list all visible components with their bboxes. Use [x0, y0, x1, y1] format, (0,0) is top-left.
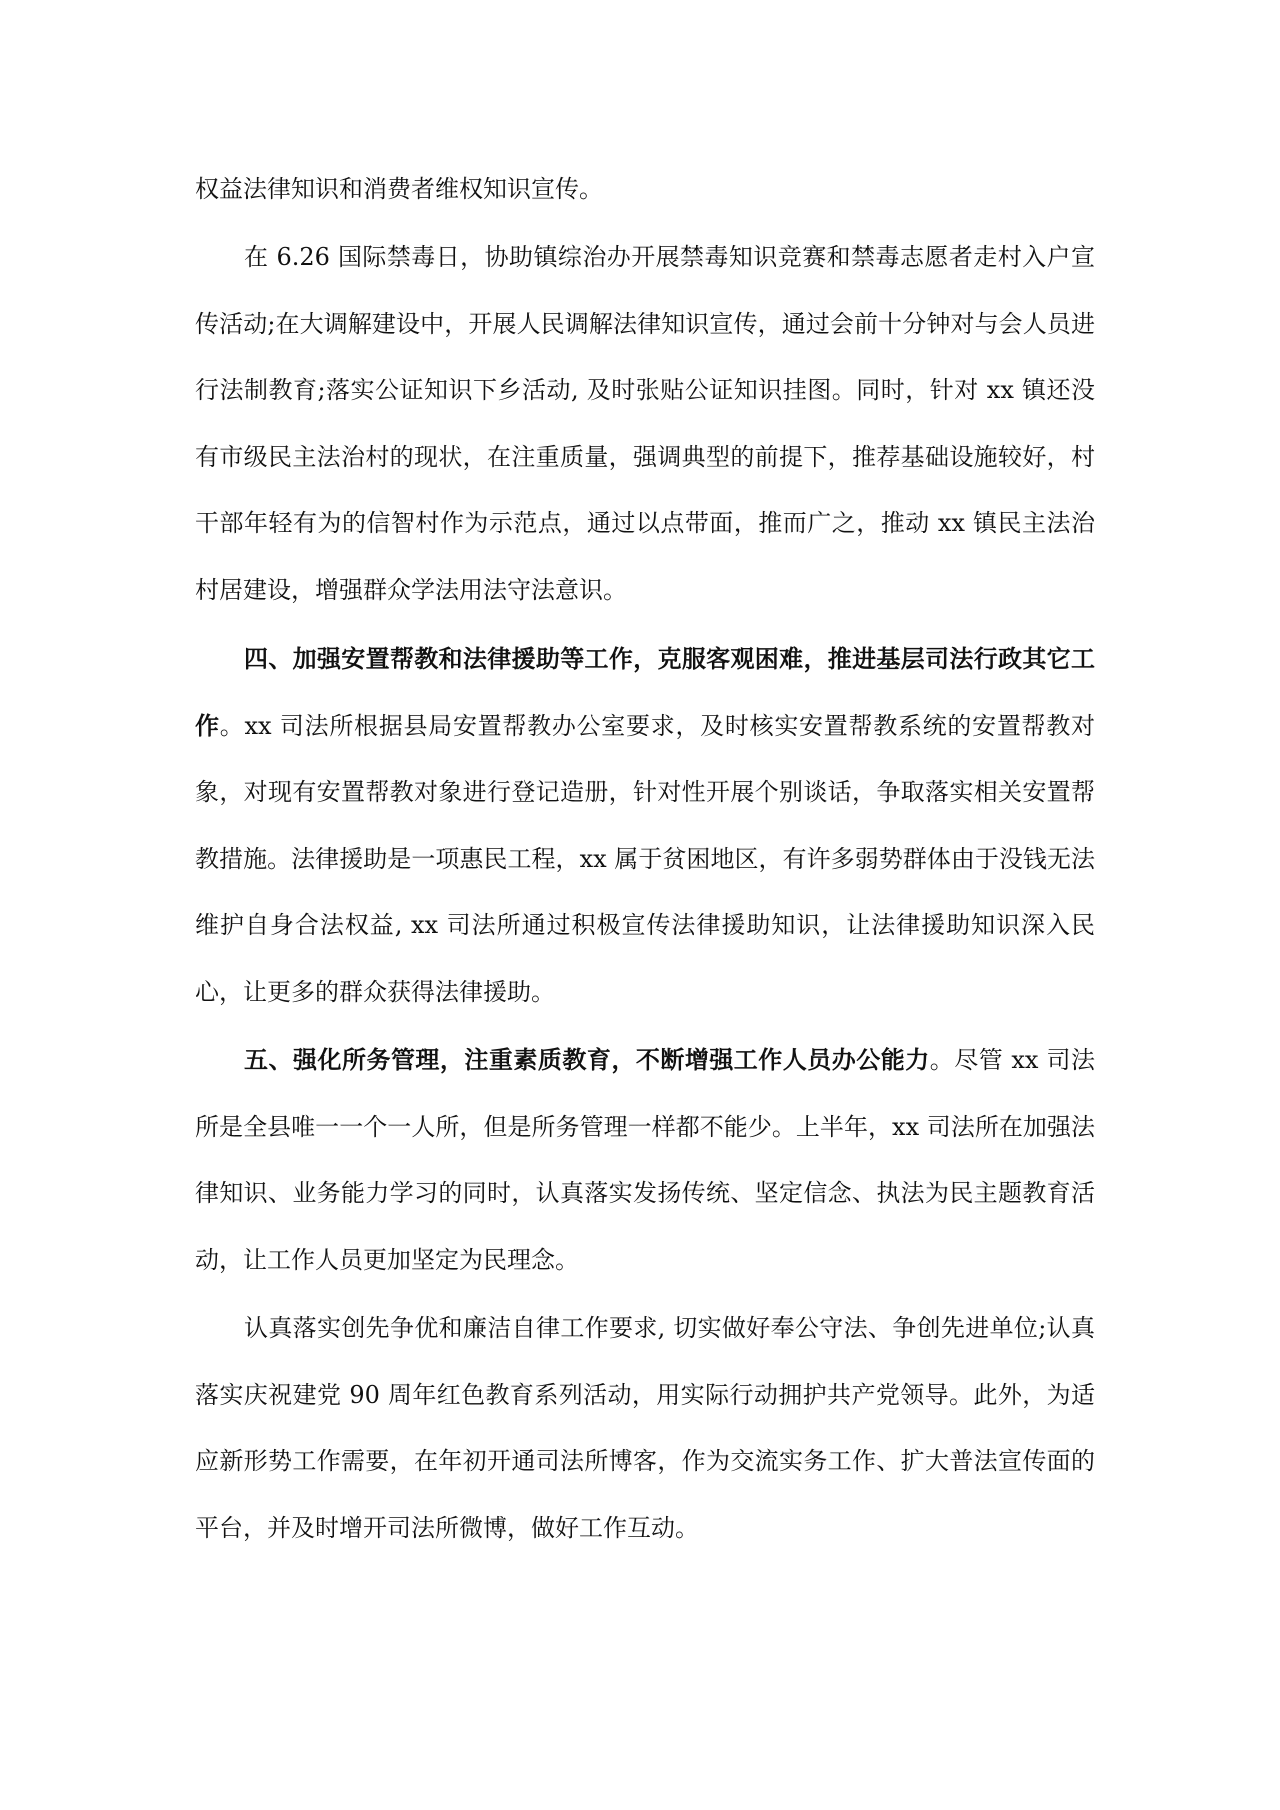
section-heading: 四、加强安置帮教和法律援助等工作，克服客观困难，推进基层司法行政其它工作	[195, 644, 1095, 740]
section-five	[195, 1027, 1095, 1293]
section-heading: 五、强化所务管理，注重素质教育，不断增强工作人员办公能力	[244, 1045, 930, 1074]
paragraph-text: 权益法律知识和消费者维权知识宣传。	[195, 175, 603, 203]
section-body: 。尽管 xx 司法所是全县唯一一个一人所，但是所务管理一样都不能少。上半年，xx 司法所在加强法律知识、业务能力学习的同时，认真落实发扬传统、坚定信念、执法为民主题教育活动，让工作人员更加坚定为民理念。	[195, 1046, 1096, 1274]
paragraph-text: 认真落实创先争优和廉洁自律工作要求, 切实做好奉公守法、争创先进单位;认真落实庆祝建党 90 周年红色教育系列活动，用实际行动拥护共产党领导。此外，为适应新形势工作需要，在年初开通司法所博客，作为交流实务工作、扩大普法宣传面的平台，并及时增开司法所微博，做好工作互动。	[195, 1314, 1095, 1542]
paragraph-text: 在 6.26 国际禁毒日，协助镇综治办开展禁毒知识竞赛和禁毒志愿者走村入户宣传活动;在大调解建设中，开展人民调解法律知识宣传，通过会前十分钟对与会人员进行法制教育;落实公证知识下乡活动, 及时张贴公证知识挂图。同时，针对 xx 镇还没有市级民主法治村的现状，在注重质量，强调典型的前提下，推荐基础设施较好，村干部年轻有为的信智村作为示范点，通过以点带面，推而广之，推动 xx 镇民主法治村居建设，增强群众学法用法守法意识。	[195, 243, 1095, 604]
paragraph-party-education	[195, 1295, 1095, 1561]
paragraph-continuation	[195, 156, 1095, 223]
section-body: 。xx 司法所根据县局安置帮教办公室要求，及时核实安置帮教系统的安置帮教对象，对现有安置帮教对象进行登记造册，针对性开展个别谈话，争取落实相关安置帮教措施。法律援助是一项惠民工程，xx 属于贫困地区，有许多弱势群体由于没钱无法维护自身合法权益, xx 司法所通过积极宣传法律援助知识，让法律援助知识深入民心，让更多的群众获得法律援助。	[195, 711, 1096, 1006]
section-four	[195, 626, 1095, 1025]
paragraph-anti-drug	[195, 224, 1095, 623]
